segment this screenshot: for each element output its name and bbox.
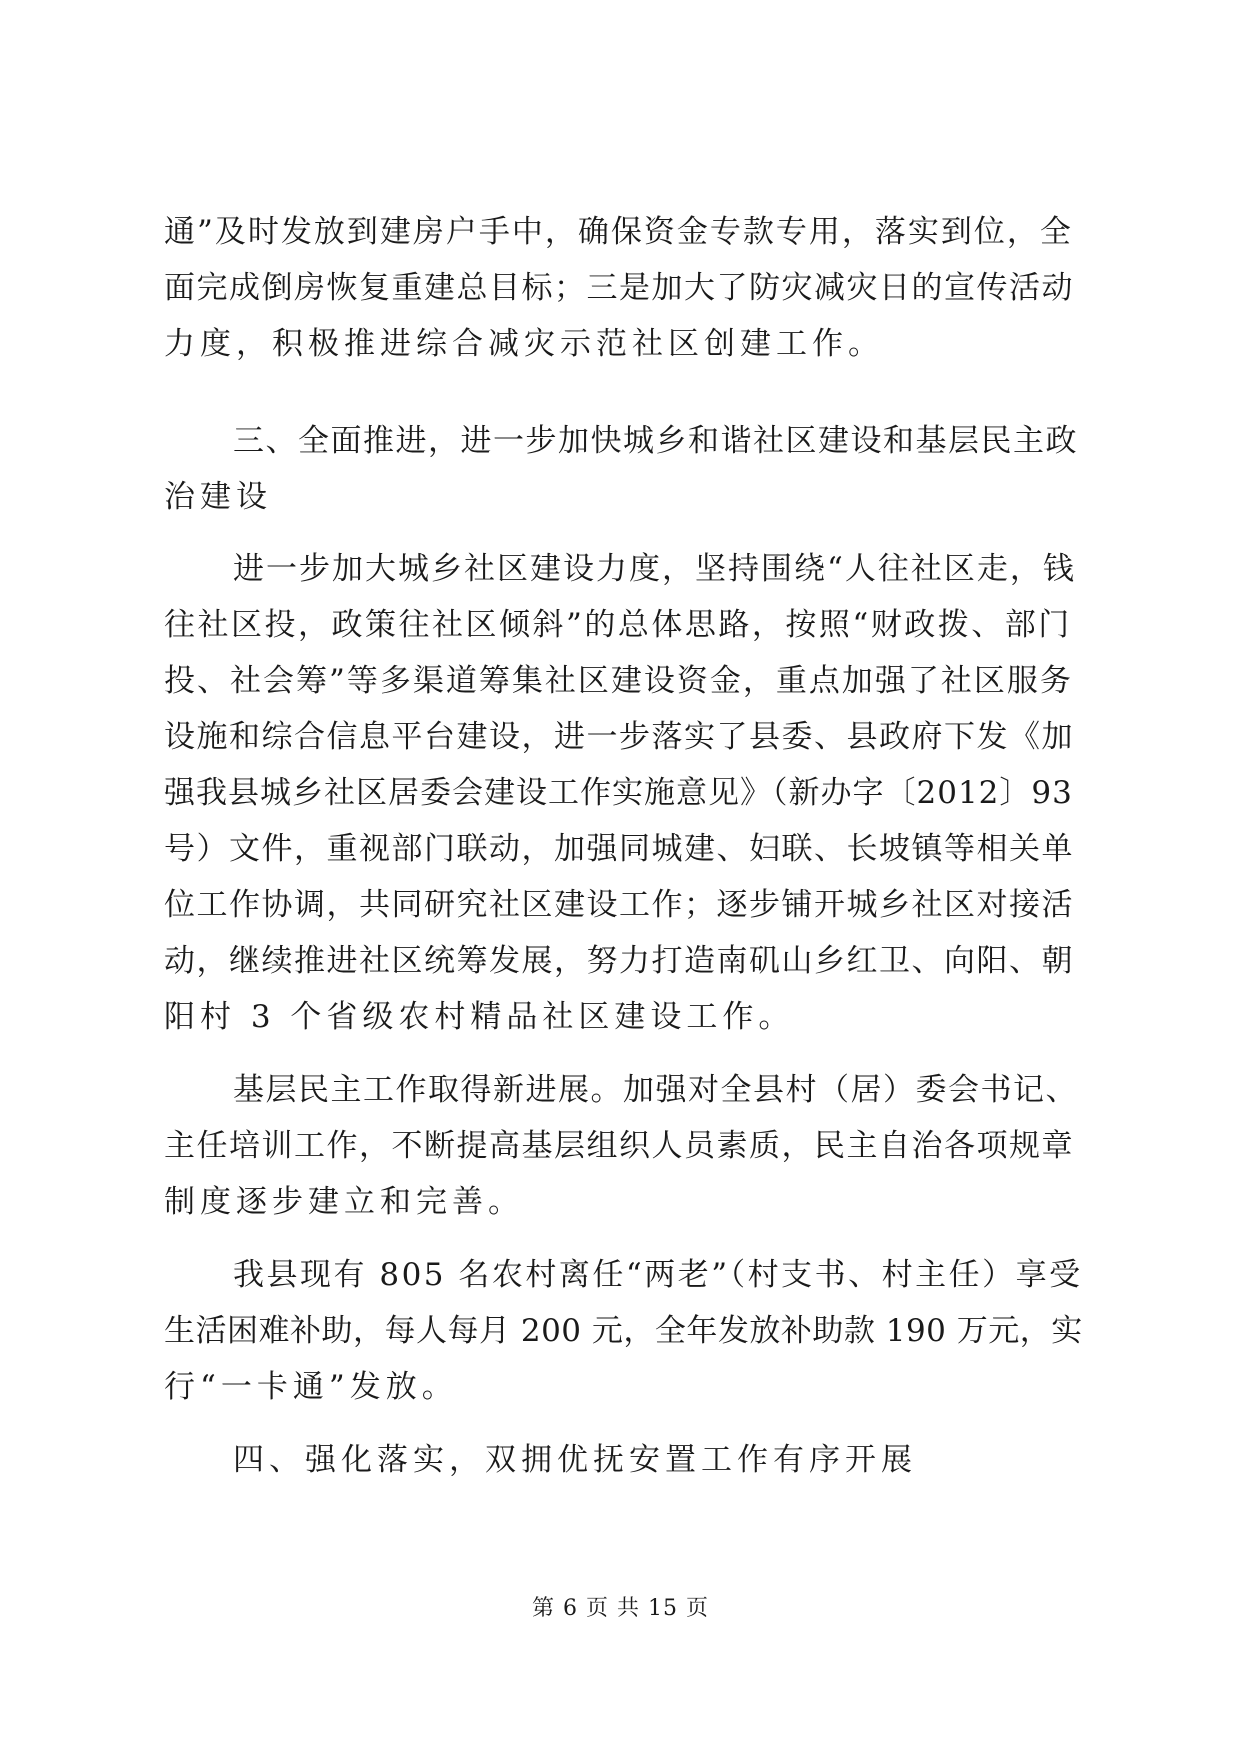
text-line: 设施和综合信息平台建设，进一步落实了县委、县政府下发《加	[164, 719, 1074, 755]
text-line: 通”及时发放到建房户手中，确保资金专款专用，落实到位，全	[164, 214, 1073, 250]
text-line: 行“一卡通”发放。	[164, 1369, 458, 1405]
text-line: 力度，积极推进综合减灾示范社区创建工作。	[164, 326, 884, 362]
text-line: 号）文件，重视部门联动，加强同城建、妇联、长坡镇等相关单	[164, 831, 1074, 867]
text-line: 我县现有 805 名农村离任“两老”（村支书、村主任）享受	[233, 1257, 1083, 1293]
text-line: 进一步加大城乡社区建设力度，坚持围绕“人往社区走，钱	[233, 551, 1076, 587]
text-line: 往社区投，政策往社区倾斜”的总体思路，按照“财政拨、部门	[164, 607, 1072, 643]
text-line: 基层民主工作取得新进展。加强对全县村（居）委会书记、	[233, 1072, 1078, 1108]
text-line: 强我县城乡社区居委会建设工作实施意见》（新办字〔2012〕93	[164, 775, 1073, 811]
section-heading-3-cont: 治建设	[164, 479, 272, 515]
text-line: 投、社会筹”等多渠道筹集社区建设资金，重点加强了社区服务	[164, 663, 1073, 699]
section-heading-4: 四、强化落实，双拥优抚安置工作有序开展	[233, 1442, 917, 1478]
text-line: 主任培训工作，不断提高基层组织人员素质，民主自治各项规章	[164, 1128, 1074, 1164]
text-line: 制度逐步建立和完善。	[164, 1184, 524, 1220]
text-line: 面完成倒房恢复重建总目标；三是加大了防灾减灾日的宣传活动	[164, 270, 1074, 306]
text-line: 位工作协调，共同研究社区建设工作；逐步铺开城乡社区对接活	[164, 887, 1074, 923]
text-line: 动，继续推进社区统筹发展，努力打造南矶山乡红卫、向阳、朝	[164, 943, 1074, 979]
text-line: 阳村 3 个省级农村精品社区建设工作。	[164, 999, 795, 1035]
page-footer: 第 6 页 共 15 页	[532, 1596, 709, 1621]
section-heading-3: 三、全面推进，进一步加快城乡和谐社区建设和基层民主政	[233, 423, 1078, 459]
text-line: 生活困难补助，每人每月 200 元，全年发放补助款 190 万元，实	[164, 1313, 1083, 1349]
